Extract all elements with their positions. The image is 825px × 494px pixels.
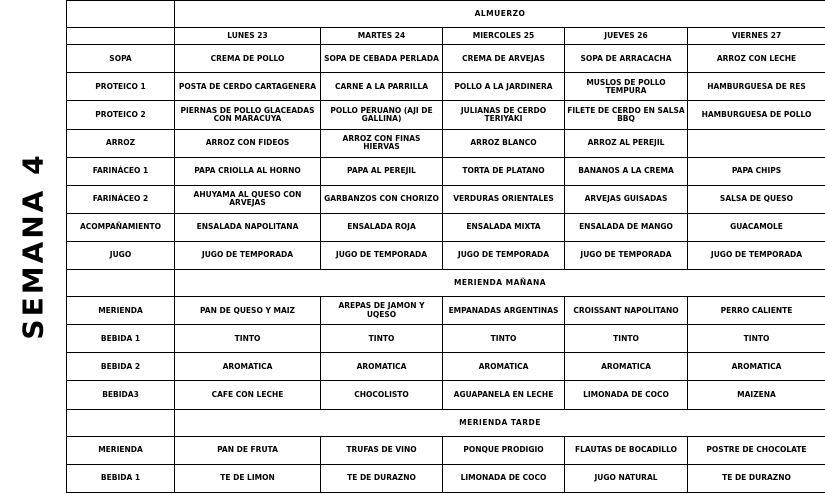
menu-cell: PAPA AL PEREJIL (321, 157, 443, 185)
menu-cell: AGUAPANELA EN LECHE (443, 381, 565, 409)
menu-cell: BANANOS A LA CREMA (565, 157, 688, 185)
day-header: MARTES 24 (321, 28, 443, 45)
menu-cell: JUGO NATURAL (565, 464, 688, 492)
row-label: BEBIDA3 (67, 381, 175, 409)
menu-cell: SOPA DE CEBADA PERLADA (321, 45, 443, 73)
section-title: MERIENDA MAÑANA (175, 270, 825, 297)
menu-cell: ENSALADA NAPOLITANA (175, 213, 321, 241)
label-spacer (67, 409, 175, 436)
menu-cell: ARROZ AL PEREJIL (565, 129, 688, 157)
menu-cell: CHOCOLISTO (321, 381, 443, 409)
menu-row (67, 101, 825, 129)
menu-cell: ENSALADA MIXTA (443, 213, 565, 241)
menu-cell: AROMATICA (321, 353, 443, 381)
day-header: JUEVES 26 (565, 28, 688, 45)
menu-cell: SALSA DE QUESO (688, 185, 825, 213)
menu-cell: LIMONADA DE COCO (565, 381, 688, 409)
menu-cell: VERDURAS ORIENTALES (443, 185, 565, 213)
menu-row (67, 325, 825, 353)
row-label: ACOMPAÑAMIENTO (67, 213, 175, 241)
menu-cell: TINTO (565, 325, 688, 353)
menu-cell: AROMATICA (688, 353, 825, 381)
menu-cell: POLLO PERUANO (AJI DE GALLINA) (321, 101, 443, 129)
menu-row (67, 353, 825, 381)
section-header-row (67, 409, 825, 436)
menu-cell: TINTO (443, 325, 565, 353)
menu-cell: PAN DE QUESO Y MAIZ (175, 297, 321, 325)
menu-cell: AHUYAMA AL QUESO CON ARVEJAS (175, 185, 321, 213)
section-header-row (67, 1, 825, 28)
menu-cell: JUGO DE TEMPORADA (321, 241, 443, 269)
menu-cell: TE DE LIMON (175, 464, 321, 492)
menu-cell: AREPAS DE JAMON Y UQESO (321, 297, 443, 325)
row-label: PROTEICO 1 (67, 73, 175, 101)
row-label: FARINÁCEO 1 (67, 157, 175, 185)
row-label: MERIENDA (67, 436, 175, 464)
menu-cell: ARROZ CON FINAS HIERVAS (321, 129, 443, 157)
menu-cell: EMPANADAS ARGENTINAS (443, 297, 565, 325)
menu-cell: PAPA CHIPS (688, 157, 825, 185)
week-sidebar (0, 0, 66, 494)
menu-cell: CROISSANT NAPOLITANO (565, 297, 688, 325)
menu-cell: CREMA DE POLLO (175, 45, 321, 73)
menu-cell: JUGO DE TEMPORADA (688, 241, 825, 269)
row-label: SOPA (67, 45, 175, 73)
menu-cell: POSTA DE CERDO CARTAGENERA (175, 73, 321, 101)
menu-cell: JUGO DE TEMPORADA (175, 241, 321, 269)
day-header: VIERNES 27 (688, 28, 825, 45)
menu-cell: FLAUTAS DE BOCADILLO (565, 436, 688, 464)
menu-cell: TE DE DURAZNO (321, 464, 443, 492)
section-header-row (67, 270, 825, 297)
menu-cell: TINTO (175, 325, 321, 353)
menu-cell: TINTO (688, 325, 825, 353)
row-label: JUGO (67, 241, 175, 269)
menu-cell: FILETE DE CERDO EN SALSA BBQ (565, 101, 688, 129)
menu-cell: CARNE A LA PARRILLA (321, 73, 443, 101)
menu-row (67, 213, 825, 241)
menu-row (67, 436, 825, 464)
menu-cell: HAMBURGUESA DE RES (688, 73, 825, 101)
menu-cell: AROMATICA (443, 353, 565, 381)
menu-cell: TRUFAS DE VINO (321, 436, 443, 464)
day-header: LUNES 23 (175, 28, 321, 45)
row-label: MERIENDA (67, 297, 175, 325)
menu-cell: ARROZ CON LECHE (688, 45, 825, 73)
menu-cell: LIMONADA DE COCO (443, 464, 565, 492)
menu-cell: GARBANZOS CON CHORIZO (321, 185, 443, 213)
menu-cell: SOPA DE ARRACACHA (565, 45, 688, 73)
menu-cell: PAPA CRIOLLA AL HORNO (175, 157, 321, 185)
menu-row (67, 297, 825, 325)
row-label: ARROZ (67, 129, 175, 157)
menu-row (67, 73, 825, 101)
menu-cell: ARROZ CON FIDEOS (175, 129, 321, 157)
row-label: BEBIDA 1 (67, 325, 175, 353)
menu-cell: AROMATICA (565, 353, 688, 381)
label-spacer (67, 28, 175, 45)
row-label: PROTEICO 2 (67, 101, 175, 129)
label-spacer (67, 1, 175, 28)
day-header-row (67, 28, 825, 45)
menu-cell: ENSALADA ROJA (321, 213, 443, 241)
menu-cell: JULIANAS DE CERDO TERIYAKI (443, 101, 565, 129)
row-label: BEBIDA 1 (67, 464, 175, 492)
menu-cell: GUACAMOLE (688, 213, 825, 241)
menu-cell: MUSLOS DE POLLO TEMPURA (565, 73, 688, 101)
menu-table (66, 0, 825, 493)
menu-cell: JUGO DE TEMPORADA (443, 241, 565, 269)
menu-cell: PIERNAS DE POLLO GLACEADAS CON MARACUYA (175, 101, 321, 129)
menu-cell: CREMA DE ARVEJAS (443, 45, 565, 73)
menu-cell: POLLO A LA JARDINERA (443, 73, 565, 101)
menu-row (67, 381, 825, 409)
row-label: BEBIDA 2 (67, 353, 175, 381)
menu-row (67, 464, 825, 492)
section-title: ALMUERZO (175, 1, 825, 28)
section-title: MERIENDA TARDE (175, 409, 825, 436)
menu-cell: TINTO (321, 325, 443, 353)
menu-cell: TE DE DURAZNO (688, 464, 825, 492)
label-spacer (67, 270, 175, 297)
menu-cell: JUGO DE TEMPORADA (565, 241, 688, 269)
menu-cell: TORTA DE PLATANO (443, 157, 565, 185)
menu-cell: ARROZ BLANCO (443, 129, 565, 157)
menu-row (67, 241, 825, 269)
menu-cell: POSTRE DE CHOCOLATE (688, 436, 825, 464)
menu-cell: CAFE CON LECHE (175, 381, 321, 409)
menu-row (67, 185, 825, 213)
week-label: SEMANA 4 (16, 152, 50, 340)
menu-cell: ENSALADA DE MANGO (565, 213, 688, 241)
menu-cell: PONQUE PRODIGIO (443, 436, 565, 464)
day-header: MIERCOLES 25 (443, 28, 565, 45)
menu-row (67, 129, 825, 157)
menu-cell: MAIZENA (688, 381, 825, 409)
menu-cell: AROMATICA (175, 353, 321, 381)
row-label: FARINÁCEO 2 (67, 185, 175, 213)
menu-row (67, 157, 825, 185)
menu-cell: ARVEJAS GUISADAS (565, 185, 688, 213)
menu-row (67, 45, 825, 73)
menu-cell (688, 129, 825, 157)
menu-cell: HAMBURGUESA DE POLLO (688, 101, 825, 129)
menu-cell: PAN DE FRUTA (175, 436, 321, 464)
menu-cell: PERRO CALIENTE (688, 297, 825, 325)
